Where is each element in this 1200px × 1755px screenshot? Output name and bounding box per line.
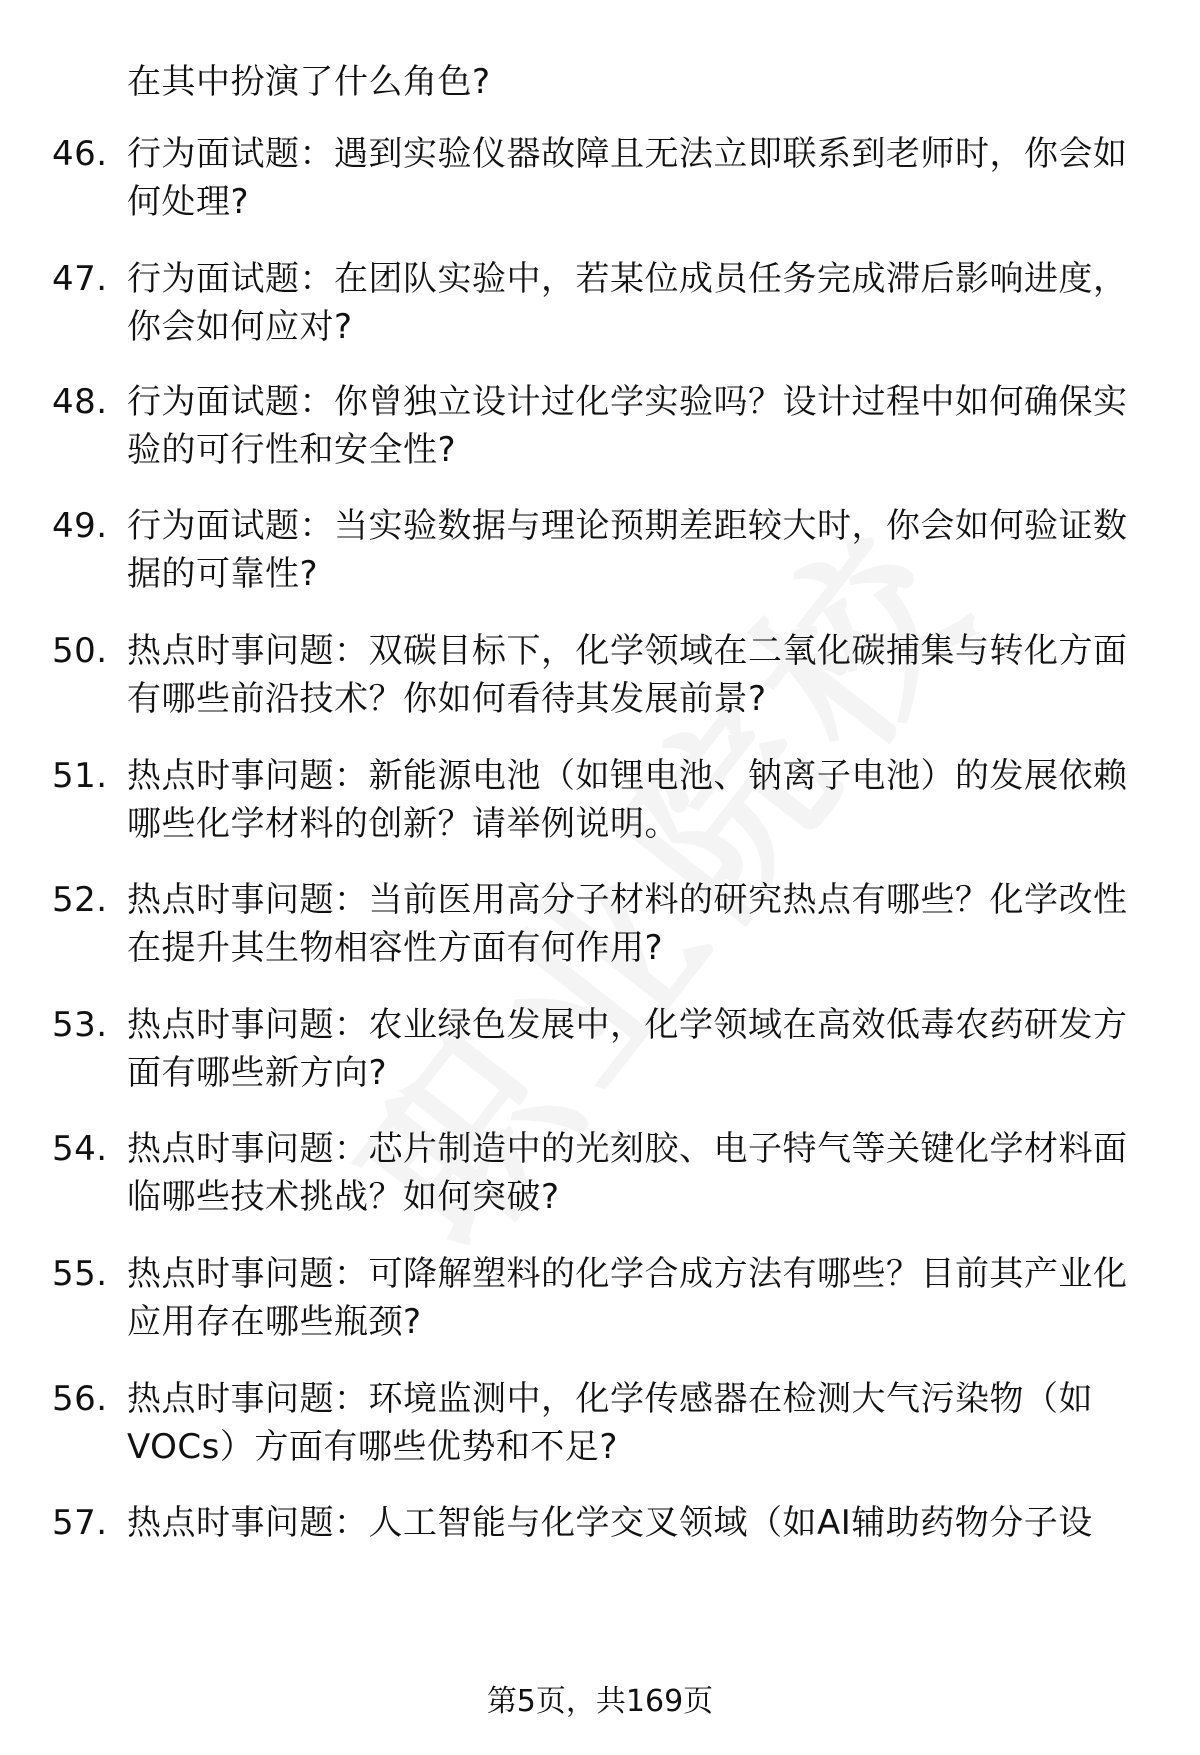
list-item (52, 627, 1142, 723)
list-item (52, 876, 1142, 972)
item-text: 热点时事问题：新能源电池（如锂电池、钠离子电池）的发展依赖哪些化学材料的创新？请举例说明。 (127, 756, 1128, 844)
item-number: 47. (52, 259, 108, 299)
item-text: 热点时事问题：芯片制造中的光刻胶、电子特气等关键化学材料面临哪些技术挑战？如何突破? (127, 1129, 1128, 1217)
list-item (52, 1375, 1142, 1471)
list-item (52, 378, 1142, 474)
list-item (52, 1250, 1142, 1346)
list-item (52, 752, 1142, 848)
item-number: 49. (52, 506, 108, 546)
list-item (52, 255, 1142, 351)
item-number: 55. (52, 1254, 108, 1294)
item-text: 热点时事问题：可降解塑料的化学合成方法有哪些？目前其产业化应用存在哪些瓶颈? (127, 1254, 1128, 1342)
item-number: 56. (52, 1379, 108, 1419)
item-text: 行为面试题：在团队实验中，若某位成员任务完成滞后影响进度，你会如何应对? (127, 259, 1128, 347)
item-number: 48. (52, 382, 108, 422)
item-number: 46. (52, 134, 108, 174)
item-text: 热点时事问题：人工智能与化学交叉领域（如AI辅助药物分子设 (127, 1503, 1093, 1543)
item-number: 51. (52, 756, 108, 796)
item-text: 行为面试题：当实验数据与理论预期差距较大时，你会如何验证数据的可靠性? (127, 506, 1128, 594)
item-number: 52. (52, 880, 108, 920)
list-item (52, 130, 1142, 226)
list-item (52, 502, 1142, 598)
list-item (52, 1001, 1142, 1097)
list-item (52, 1125, 1142, 1221)
item-text: 行为面试题：你曾独立设计过化学实验吗？设计过程中如何确保实验的可行性和安全性? (127, 382, 1128, 470)
item-number: 57. (52, 1503, 108, 1543)
continuation-text: 在其中扮演了什么角色? (127, 62, 491, 102)
item-text: 热点时事问题：农业绿色发展中，化学领域在高效低毒农药研发方面有哪些新方向? (127, 1005, 1128, 1093)
page-footer: 第5页，共169页 (486, 1684, 714, 1719)
item-text: 热点时事问题：当前医用高分子材料的研究热点有哪些？化学改性在提升其生物相容性方面有何作用? (127, 880, 1128, 968)
item-text: 行为面试题：遇到实验仪器故障且无法立即联系到老师时，你会如何处理? (127, 134, 1128, 222)
item-text: 热点时事问题：双碳目标下，化学领域在二氧化碳捕集与转化方面有哪些前沿技术？你如何看待其发展前景? (127, 631, 1128, 719)
list-item (52, 1499, 1142, 1547)
item-text: 热点时事问题：环境监测中，化学传感器在检测大气污染物（如VOCs）方面有哪些优势和不足? (127, 1379, 1093, 1467)
item-number: 50. (52, 631, 108, 671)
item-number: 53. (52, 1005, 108, 1045)
item-number: 54. (52, 1129, 108, 1169)
